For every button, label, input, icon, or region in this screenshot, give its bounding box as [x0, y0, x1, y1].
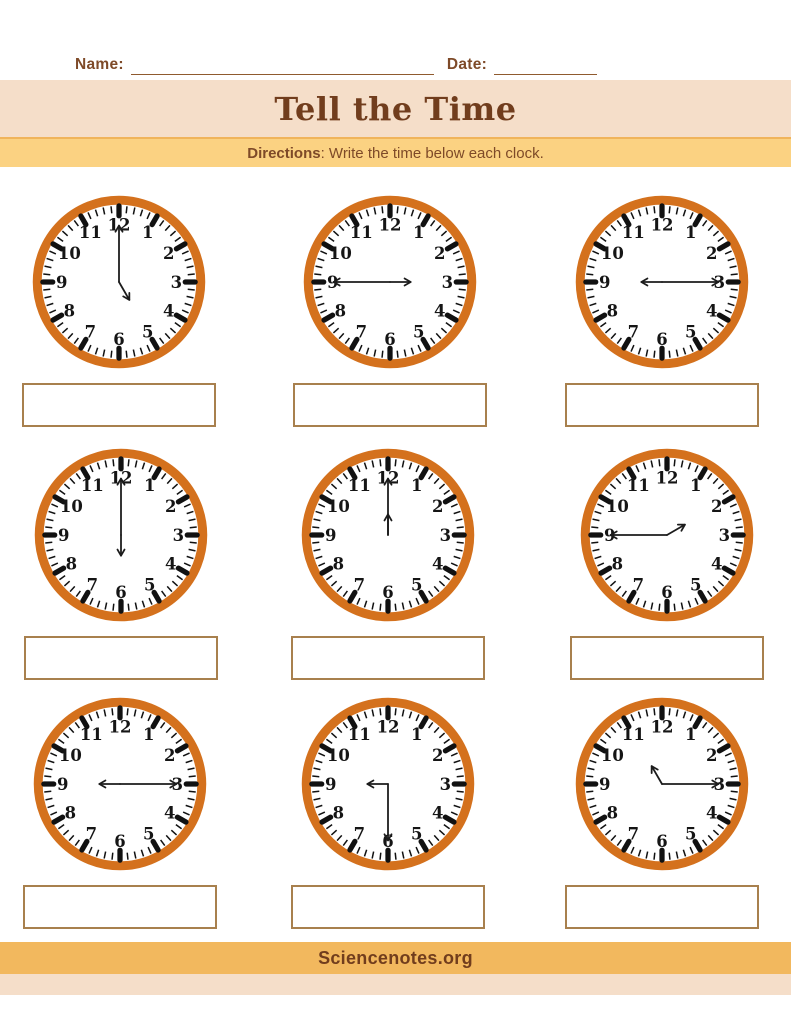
- clock-numeral: 7: [627, 322, 640, 342]
- clock-face: [27, 441, 215, 629]
- clock-face: [25, 188, 213, 376]
- clock-numeral: 4: [710, 554, 723, 574]
- clock-numeral: 5: [141, 322, 154, 342]
- clock-numeral: 4: [433, 301, 446, 321]
- clock-numeral: 6: [115, 583, 127, 603]
- clock-cell: [291, 690, 485, 929]
- clock-numeral: 8: [63, 301, 76, 321]
- clock-numeral: 10: [57, 244, 81, 264]
- clock-numeral: 5: [410, 824, 423, 844]
- clock-numeral: 11: [621, 725, 645, 745]
- directions-label: Directions: [247, 144, 321, 162]
- answer-box[interactable]: [291, 885, 485, 929]
- clock-numeral: 4: [431, 803, 444, 823]
- clock-numeral: 11: [626, 476, 650, 496]
- clock-cell: [23, 690, 217, 929]
- clock-numeral: 12: [376, 717, 400, 737]
- clock-numeral: 4: [705, 803, 718, 823]
- clock-numeral: 11: [78, 223, 102, 243]
- clock-numeral: 9: [56, 774, 69, 794]
- clock-cell: [565, 188, 759, 427]
- clock-numeral: 9: [324, 525, 337, 545]
- clock-numeral: 3: [439, 774, 452, 794]
- clock-numeral: 1: [412, 223, 425, 243]
- clock-numeral: 2: [162, 244, 175, 264]
- clock-numeral: 5: [143, 575, 156, 595]
- name-label: Name:: [75, 56, 124, 73]
- clock-numeral: 5: [410, 575, 423, 595]
- clock-numeral: 10: [59, 497, 83, 517]
- clock-numeral: 5: [142, 824, 155, 844]
- clock-numeral: 10: [326, 497, 350, 517]
- clock-numeral: 6: [382, 832, 394, 852]
- clock-numeral: 9: [55, 272, 68, 292]
- clock-numeral: 2: [431, 497, 444, 517]
- clock-numeral: 6: [656, 330, 668, 350]
- clock-numeral: 7: [353, 824, 366, 844]
- clock-numeral: 6: [656, 832, 668, 852]
- clock-numeral: 6: [114, 832, 126, 852]
- clock-numeral: 12: [655, 468, 679, 488]
- clock-numeral: 11: [621, 223, 645, 243]
- clock-numeral: 1: [141, 223, 154, 243]
- clock-numeral: 2: [433, 244, 446, 264]
- clock-numeral: 3: [718, 525, 731, 545]
- clock-numeral: 9: [57, 525, 70, 545]
- clock-numeral: 10: [600, 244, 624, 264]
- clock-numeral: 3: [713, 774, 726, 794]
- clock-cell: [24, 441, 218, 680]
- clock-numeral: 4: [431, 554, 444, 574]
- clock-numeral: 1: [689, 476, 702, 496]
- clock-numeral: 7: [85, 824, 98, 844]
- clock-numeral: 6: [661, 583, 673, 603]
- answer-box[interactable]: [23, 885, 217, 929]
- clock-face: [568, 690, 756, 878]
- clock-cell: [565, 690, 759, 929]
- answer-box[interactable]: [291, 636, 485, 680]
- clock-numeral: 8: [332, 554, 345, 574]
- clock-numeral: 3: [172, 525, 185, 545]
- clock-numeral: 8: [606, 803, 619, 823]
- clock-numeral: 9: [326, 272, 339, 292]
- clock-cell: [570, 441, 764, 680]
- clock-numeral: 3: [713, 272, 726, 292]
- answer-box[interactable]: [565, 383, 759, 427]
- clock-numeral: 7: [86, 575, 99, 595]
- clock-numeral: 11: [80, 476, 104, 496]
- clock-numeral: 10: [58, 746, 82, 766]
- directions-text: Directions: Write the time below each clock.: [247, 144, 544, 162]
- clock-numeral: 9: [603, 525, 616, 545]
- clock-numeral: 2: [710, 497, 723, 517]
- clock-face: [294, 441, 482, 629]
- clock-numeral: 3: [170, 272, 183, 292]
- clock-numeral: 1: [142, 725, 155, 745]
- clock-face: [294, 690, 482, 878]
- clock-numeral: 8: [65, 554, 78, 574]
- footer-band: [0, 942, 791, 974]
- footer-strip: [0, 974, 791, 995]
- answer-box[interactable]: [570, 636, 764, 680]
- clock-numeral: 8: [606, 301, 619, 321]
- clock-numeral: 5: [684, 322, 697, 342]
- clock-numeral: 5: [412, 322, 425, 342]
- clock-numeral: 1: [684, 725, 697, 745]
- clock-numeral: 4: [705, 301, 718, 321]
- clock-numeral: 7: [355, 322, 368, 342]
- clock-numeral: 11: [349, 223, 373, 243]
- clock-numeral: 6: [113, 330, 125, 350]
- answer-box[interactable]: [22, 383, 216, 427]
- clock-numeral: 3: [171, 774, 184, 794]
- clock-numeral: 7: [632, 575, 645, 595]
- clock-numeral: 10: [328, 244, 352, 264]
- clock-numeral: 8: [611, 554, 624, 574]
- clock-numeral: 12: [378, 215, 402, 235]
- footer-text: Sciencenotes.org: [318, 947, 473, 968]
- page-title: Tell the Time: [274, 89, 517, 128]
- clock-numeral: 10: [605, 497, 629, 517]
- clock-face: [26, 690, 214, 878]
- clock-numeral: 4: [162, 301, 175, 321]
- clock-numeral: 11: [347, 725, 371, 745]
- clock-cell: [291, 441, 485, 680]
- clock-numeral: 10: [326, 746, 350, 766]
- clock-numeral: 2: [705, 746, 718, 766]
- clock-numeral: 4: [164, 554, 177, 574]
- clock-numeral: 12: [650, 215, 674, 235]
- clock-numeral: 1: [143, 476, 156, 496]
- clock-numeral: 8: [332, 803, 345, 823]
- clock-face: [573, 441, 761, 629]
- answer-box[interactable]: [293, 383, 487, 427]
- answer-box[interactable]: [565, 885, 759, 929]
- clock-numeral: 11: [347, 476, 371, 496]
- clock-numeral: 3: [441, 272, 454, 292]
- clock-numeral: 12: [376, 468, 400, 488]
- clock-numeral: 12: [650, 717, 674, 737]
- clock-numeral: 1: [410, 476, 423, 496]
- clock-numeral: 10: [600, 746, 624, 766]
- clock-cell: [22, 188, 216, 427]
- clock-numeral: 5: [689, 575, 702, 595]
- clock-numeral: 12: [108, 717, 132, 737]
- clock-numeral: 12: [107, 215, 131, 235]
- clock-numeral: 7: [84, 322, 97, 342]
- clock-face: [296, 188, 484, 376]
- clock-numeral: 11: [79, 725, 103, 745]
- answer-box[interactable]: [24, 636, 218, 680]
- clock-numeral: 4: [163, 803, 176, 823]
- clock-numeral: 9: [598, 272, 611, 292]
- clock-numeral: 2: [431, 746, 444, 766]
- clock-face: [568, 188, 756, 376]
- date-label: Date:: [446, 56, 488, 73]
- clock-numeral: 2: [164, 497, 177, 517]
- clock-numeral: 7: [627, 824, 640, 844]
- clock-numeral: 3: [439, 525, 452, 545]
- clock-cell: [293, 188, 487, 427]
- clock-numeral: 8: [64, 803, 77, 823]
- clock-numeral: 2: [705, 244, 718, 264]
- clock-numeral: 9: [324, 774, 337, 794]
- clock-numeral: 2: [163, 746, 176, 766]
- clock-numeral: 9: [598, 774, 611, 794]
- clock-numeral: 7: [353, 575, 366, 595]
- clock-numeral: 6: [384, 330, 396, 350]
- clock-numeral: 1: [684, 223, 697, 243]
- clock-numeral: 1: [410, 725, 423, 745]
- clock-numeral: 6: [382, 583, 394, 603]
- clock-numeral: 8: [334, 301, 347, 321]
- clock-numeral: 5: [684, 824, 697, 844]
- clock-numeral: 12: [109, 468, 133, 488]
